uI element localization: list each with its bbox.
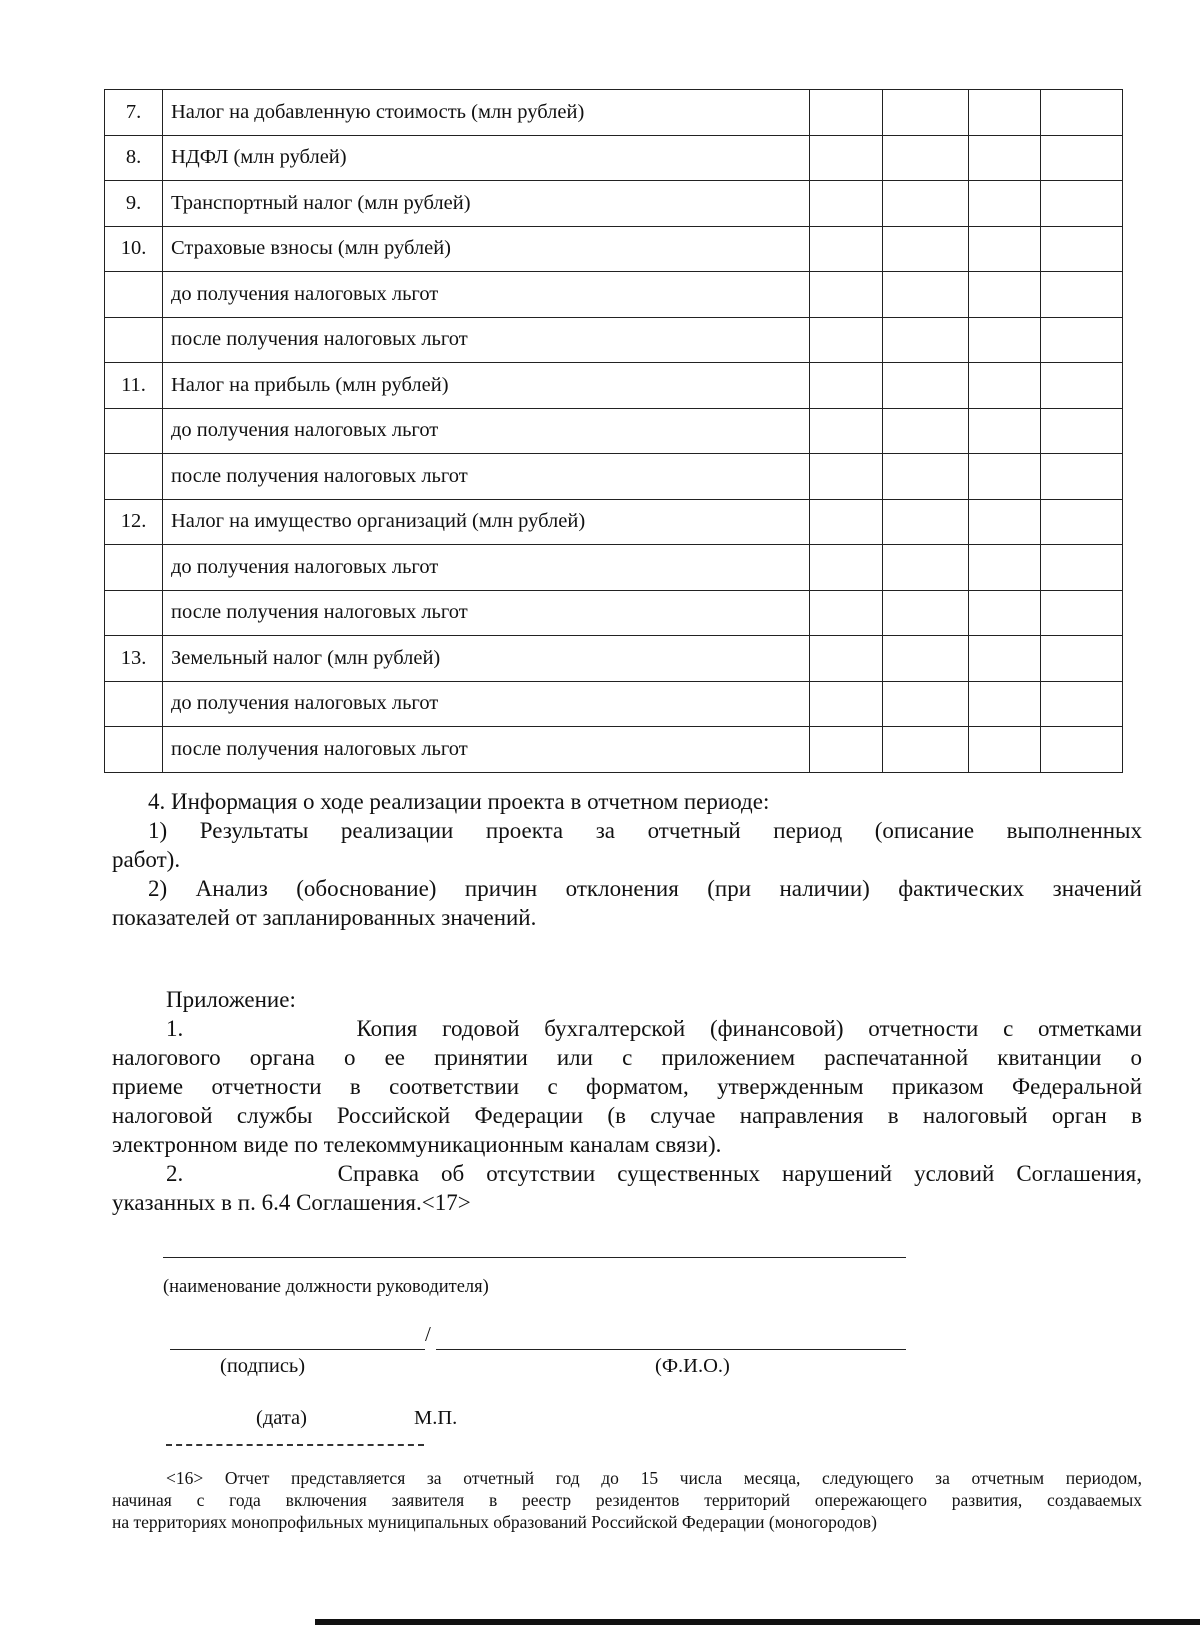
value-cell (1041, 363, 1123, 409)
table-row (105, 408, 1123, 454)
row-number: 10. (105, 226, 163, 272)
value-cell (883, 181, 969, 227)
position-line (163, 1257, 906, 1258)
row-label: Налог на добавленную стоимость (млн рублей) (163, 90, 810, 136)
row-label: Налог на имущество организаций (млн рублей) (163, 499, 810, 545)
tax-table-body (105, 90, 1123, 773)
value-cell (969, 636, 1041, 682)
scan-edge-bar (315, 1619, 1200, 1625)
signature-line (170, 1349, 425, 1350)
table-row (105, 545, 1123, 591)
value-cell (1041, 317, 1123, 363)
table-row (105, 636, 1123, 682)
value-cell (810, 454, 883, 500)
value-cell (969, 272, 1041, 318)
value-cell (810, 408, 883, 454)
row-number (105, 272, 163, 318)
row-number: 9. (105, 181, 163, 227)
row-number (105, 545, 163, 591)
row-label: после получения налоговых льгот (163, 590, 810, 636)
table-row (105, 681, 1123, 727)
value-cell (1041, 272, 1123, 318)
footnote-line-2: начиная с года включения заявителя в реестр резидентов территорий опережающего развития, создаваемых (112, 1490, 1142, 1510)
row-number: 12. (105, 499, 163, 545)
value-cell (810, 590, 883, 636)
row-label: Налог на прибыль (млн рублей) (163, 363, 810, 409)
value-cell (1041, 454, 1123, 500)
table-row (105, 135, 1123, 181)
value-cell (969, 135, 1041, 181)
appendix-item-2: 2. Справка об отсутствии существенных нарушений условий Соглашения, (166, 1161, 1142, 1186)
row-label: до получения налоговых льгот (163, 408, 810, 454)
value-cell (1041, 545, 1123, 591)
position-caption: (наименование должности руководителя) (163, 1277, 489, 1297)
appendix-item-1-line-2: налогового органа о ее принятии или с приложением распечатанной квитанции о (112, 1045, 1142, 1070)
section-4-item-2: 2) Анализ (обоснование) причин отклонения (при наличии) фактических значений (148, 876, 1142, 901)
value-cell (969, 317, 1041, 363)
value-cell (810, 363, 883, 409)
row-label: после получения налоговых льгот (163, 317, 810, 363)
value-cell (1041, 590, 1123, 636)
value-cell (883, 226, 969, 272)
section-4-item-1: 1) Результаты реализации проекта за отчетный период (описание выполненных (148, 818, 1142, 843)
value-cell (883, 363, 969, 409)
value-cell (883, 636, 969, 682)
section-4 (112, 787, 1142, 932)
value-cell (883, 681, 969, 727)
row-label: после получения налоговых льгот (163, 454, 810, 500)
value-cell (810, 681, 883, 727)
table-row (105, 90, 1123, 136)
table-row (105, 317, 1123, 363)
value-cell (969, 590, 1041, 636)
table-row (105, 590, 1123, 636)
row-label: НДФЛ (млн рублей) (163, 135, 810, 181)
value-cell (969, 454, 1041, 500)
value-cell (810, 272, 883, 318)
value-cell (1041, 135, 1123, 181)
value-cell (810, 636, 883, 682)
fio-line (436, 1349, 906, 1350)
footnote-line-1: <16> Отчет представляется за отчетный год до 15 числа месяца, следующего за отчетным периодом, (166, 1468, 1142, 1488)
appendix-item-1: 1. Копия годовой бухгалтерской (финансовой) отчетности с отметками (166, 1016, 1142, 1041)
footnote-separator (166, 1444, 424, 1446)
row-label: до получения налоговых льгот (163, 545, 810, 591)
value-cell (810, 545, 883, 591)
value-cell (969, 181, 1041, 227)
appendix-item-1-line-3: приеме отчетности в соответствии с форматом, утвержденным приказом Федеральной (112, 1074, 1142, 1099)
value-cell (810, 317, 883, 363)
row-number: 8. (105, 135, 163, 181)
appendix-item-1-line-4: налоговой службы Российской Федерации (в случае направления в налоговый орган в (112, 1103, 1142, 1128)
table-row (105, 181, 1123, 227)
appendix-item-1-line-5: электронном виде по телекоммуникационным каналам связи). (112, 1132, 722, 1157)
row-label: до получения налоговых льгот (163, 681, 810, 727)
table-row (105, 272, 1123, 318)
value-cell (1041, 181, 1123, 227)
value-cell (883, 408, 969, 454)
row-number (105, 590, 163, 636)
table-row (105, 226, 1123, 272)
value-cell (969, 408, 1041, 454)
table-row (105, 363, 1123, 409)
section-4-heading: 4. Информация о ходе реализации проекта в отчетном периоде: (148, 789, 770, 814)
table-row (105, 454, 1123, 500)
appendix (112, 985, 1142, 1217)
value-cell (810, 181, 883, 227)
seal-caption: М.П. (414, 1407, 458, 1429)
row-label: до получения налоговых льгот (163, 272, 810, 318)
row-number: 13. (105, 636, 163, 682)
footnote (112, 1467, 1142, 1533)
value-cell (1041, 90, 1123, 136)
table-row (105, 499, 1123, 545)
section-4-item-2-cont: показателей от запланированных значений. (112, 905, 537, 930)
row-number (105, 408, 163, 454)
value-cell (1041, 408, 1123, 454)
row-label: Транспортный налог (млн рублей) (163, 181, 810, 227)
value-cell (969, 90, 1041, 136)
value-cell (883, 545, 969, 591)
row-number (105, 317, 163, 363)
value-cell (883, 90, 969, 136)
value-cell (969, 681, 1041, 727)
section-4-item-1-cont: работ). (112, 847, 181, 872)
value-cell (883, 727, 969, 773)
value-cell (969, 499, 1041, 545)
value-cell (1041, 727, 1123, 773)
value-cell (969, 727, 1041, 773)
row-number: 11. (105, 363, 163, 409)
date-caption: (дата) (256, 1407, 307, 1429)
row-label: Земельный налог (млн рублей) (163, 636, 810, 682)
row-number (105, 681, 163, 727)
value-cell (810, 727, 883, 773)
value-cell (969, 226, 1041, 272)
row-label: Страховые взносы (млн рублей) (163, 226, 810, 272)
table-row (105, 727, 1123, 773)
value-cell (810, 226, 883, 272)
value-cell (883, 272, 969, 318)
row-label: после получения налоговых льгот (163, 727, 810, 773)
value-cell (1041, 226, 1123, 272)
row-number: 7. (105, 90, 163, 136)
value-cell (810, 499, 883, 545)
row-number (105, 454, 163, 500)
signature-caption: (подпись) (220, 1355, 306, 1377)
value-cell (883, 590, 969, 636)
value-cell (810, 90, 883, 136)
value-cell (810, 135, 883, 181)
appendix-heading: Приложение: (166, 987, 296, 1012)
fio-caption: (Ф.И.О.) (655, 1355, 730, 1377)
value-cell (883, 499, 969, 545)
appendix-item-2-line-2: указанных в п. 6.4 Соглашения.<17> (112, 1190, 471, 1215)
value-cell (969, 545, 1041, 591)
value-cell (883, 135, 969, 181)
value-cell (1041, 681, 1123, 727)
value-cell (1041, 499, 1123, 545)
signature-slash: / (425, 1322, 431, 1346)
tax-table (104, 89, 1123, 773)
value-cell (883, 317, 969, 363)
row-number (105, 727, 163, 773)
footnote-line-3: на территориях монопрофильных муниципальных образований Российской Федерации (моногородов) (112, 1512, 877, 1532)
value-cell (883, 454, 969, 500)
value-cell (1041, 636, 1123, 682)
value-cell (969, 363, 1041, 409)
